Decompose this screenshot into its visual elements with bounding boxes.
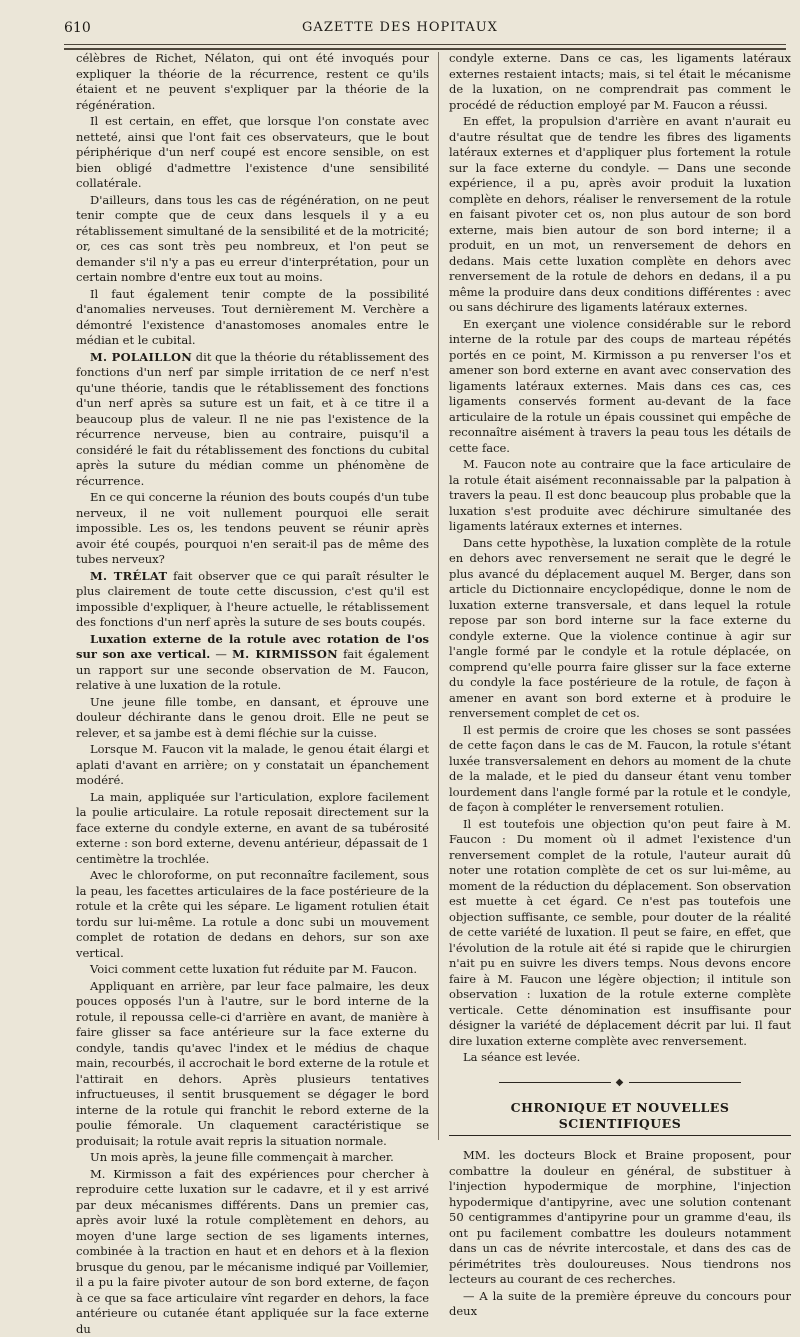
paragraph-text: fait observer que ce qui paraît résulter le plus clairement de toute cette discussion, c'est qu'il est impossible d'expliquer, à l'heure actuelle, le rétablissement des fonctions d'un nerf après la suture de ses bouts coupés. xyxy=(76,569,429,630)
subsection-heading: Luxation externe de la rotule avec rotation de l'os sur son axe vertical. xyxy=(76,632,429,662)
paragraph: condyle externe. Dans ce cas, les ligaments latéraux externes restaient intacts; mais, si tel était le mécanisme de la luxation, on ne comprendrait pas comment le procédé de réduction employé par M. Faucon a réussi. xyxy=(449,51,791,113)
paragraph xyxy=(76,632,429,694)
paragraph: Un mois après, la jeune fille commençait à marcher. xyxy=(76,1150,429,1166)
paragraph: En effet, la propulsion d'arrière en avant n'aurait eu d'autre résultat que de tendre les fibres des ligaments latéraux externes et d'appliquer plus fortement la rotule sur la face externe du condyle. — Dans une seconde expérience, il a pu, après avoir produit la luxation complète en dehors, réaliser le renversement de la rotule en faisant pivoter cet os, non plus autour de son bord externe, mais bien autour de son bord interne; il a produit, en un mot, un renversement de dehors en dedans. Mais cette luxation complète en dehors avec renversement de la rotule de dehors en dedans, il a pu même la produire dans deux conditions différentes : avec ou sans déchirure des ligaments latéraux externes. xyxy=(449,114,791,316)
paragraph: MM. les docteurs Block et Braine proposent, pour combattre la douleur en général, de substituer à l'injection hypodermique de morphine, l'injection hypodermique d'antipyrine, avec une solution contenant 50 centigrammes d'antipyrine pour un gramme d'eau, ils ont pu facilement combattre les douleurs notamment dans un cas de névrite intercostale, et dans des cas de périmétrites très douloureuses. Nous tiendrons nos lecteurs au courant de ces recherches. xyxy=(449,1148,791,1288)
paragraph: Il est toutefois une objection qu'on peut faire à M. Faucon : Du moment où il admet l'existence d'un renversement complet de la rotule, l'auteur aurait dû noter une rotation complète de cet os sur lui-même, au moment de la réduction du déplacement. Son observation est muette à cet égard. Ce n'est pas toutefois une objection suffisante, ce semble, pour douter de la réalité de cette variété de luxation. Il peut se faire, en effet, que l'évolution de la rotule ait été si rapide que le chirurgien n'ait pu en suivre les divers temps. Nous devons encore faire à M. Faucon une légère objection; il intitule son observation : luxation de la rotule externe complète verticale. Cette dénomination est insuffisante pour désigner la variété de déplacement décrit par lui. Il faut dire luxation externe complète avec renversement. xyxy=(449,817,791,1050)
column-divider xyxy=(438,52,439,1140)
speaker-name: M. KIRMISSON xyxy=(232,647,338,661)
paragraph: — A la suite de la première épreuve du concours pour deux xyxy=(449,1289,791,1320)
section-ornament: ◆ xyxy=(449,1075,791,1091)
dash: — xyxy=(210,647,232,661)
paragraph-text: dit que la théorie du rétablissement des fonctions d'un nerf par simple irritation de ce nerf n'est qu'une théorie, tandis que le rétablissement des fonctions d'un nerf après sa suture est un fait, et à ce titre il a beaucoup plus de valeur. Il ne nie pas l'existence de la récurrence nerveuse, bien au contraire, puisqu'il a considéré le fait du rétablissement des fonctions du cubital après la suture du médian comme un phénomène de récurrence. xyxy=(76,350,429,488)
page-number: 610 xyxy=(64,20,91,36)
paragraph: célèbres de Richet, Nélaton, qui ont été invoqués pour expliquer la théorie de la récurrence, restent ce qu'ils étaient et ne peuvent s'expliquer par la théorie de la régénération. xyxy=(76,51,429,113)
paragraph: Lorsque M. Faucon vit la malade, le genou était élargi et aplati d'avant en arrière; on y constatait un épanchement modéré. xyxy=(76,742,429,789)
paragraph: Voici comment cette luxation fut réduite par M. Faucon. xyxy=(76,962,429,978)
paragraph: Il faut également tenir compte de la possibilité d'anomalies nerveuses. Tout dernièrement M. Verchère a démontré l'existence d'anastomoses anomales entre le médian et le cubital. xyxy=(76,287,429,349)
paragraph: La main, appliquée sur l'articulation, explore facilement la poulie articulaire. La rotule reposait directement sur la face externe du condyle externe, en avant de sa tubérosité externe : son bord externe, devenu antérieur, dépassait de 1 centimètre la trochlée. xyxy=(76,790,429,868)
paragraph: En ce qui concerne la réunion des bouts coupés d'un tube nerveux, il ne voit nullement pourquoi elle serait impossible. Les os, les tendons peuvent se réunir après avoir été coupés, pourquoi n'en serait-il pas de même des tubes nerveux? xyxy=(76,490,429,568)
paragraph: Dans cette hypothèse, la luxation complète de la rotule en dehors avec renversement ne serait que le degré le plus avancé du déplacement auquel M. Berger, dans son article du Dictionnaire encyclopédique, donne le nom de luxation externe transversale, et dans lequel la rotule repose par son bord interne sur la face externe du condyle externe. Que la violence continue à agir sur l'angle formé par le condyle et la rotule déplacée, on comprend qu'elle pourra faire glisser sur la face externe du condyle la face postérieure de la rotule, de façon à amener en avant son bord externe et à produire le renversement complet de cet os. xyxy=(449,536,791,722)
paragraph: D'ailleurs, dans tous les cas de régénération, on ne peut tenir compte que de ceux dans lesquels il y a eu rétablissement simultané de la sensibilité et de la motricité; or, ces cas sont très peu nombreux, et l'on peut se demander s'il n'y a pas eu erreur d'interprétation, pour un certain nombre d'entre eux tout au moins. xyxy=(76,193,429,286)
section-title: CHRONIQUE ET NOUVELLES SCIENTIFIQUES xyxy=(449,1100,791,1136)
right-column xyxy=(449,51,791,1141)
paragraph: M. Faucon note au contraire que la face articulaire de la rotule était aisément reconnaissable par la palpation à travers la peau. Il est donc beaucoup plus probable que la luxation s'est produite avec déchirure simultanée des ligaments latéraux externes et internes. xyxy=(449,457,791,535)
paragraph-text: fait également un rapport sur une seconde observation de M. Faucon, relative à une luxation de la rotule. xyxy=(76,647,429,692)
paragraph: Une jeune fille tombe, en dansant, et éprouve une douleur déchirante dans le genou droit. Elle ne peut se relever, et sa jambe est à demi fléchie sur la cuisse. xyxy=(76,695,429,742)
speaker-name: M. TRÉLAT xyxy=(90,569,167,583)
paragraph: Il est permis de croire que les choses se sont passées de cette façon dans le cas de M. Faucon, la rotule s'étant luxée transversalement en dehors au moment de la chute de la malade, et le pied du danseur étant venu tomber lourdement dans l'angle formé par la rotule et le condyle, de façon à compléter le renversement rotulien. xyxy=(449,723,791,816)
paragraph: Appliquant en arrière, par leur face palmaire, les deux pouces opposés l'un à l'autre, sur le bord interne de la rotule, il repoussa celle-ci d'arrière en avant, de manière à faire glisser sa face antérieure sur la face externe du condyle, tandis qu'avec l'index et le médius de chaque main, recourbés, il accrochait le bord externe de la rotule et l'attirait en dehors. Après plusieurs tentatives infructueuses, il sentit brusquement se dégager le bord interne de la rotule qui franchit le rebord externe de la poulie fémorale. Un claquement caractéristique se produisait; la rotule avait repris la situation normale. xyxy=(76,979,429,1150)
header-rule xyxy=(64,44,786,45)
paragraph: En exerçant une violence considérable sur le rebord interne de la rotule par des coups de marteau répétés portés en ce point, M. Kirmisson a pu renverser l'os et amener son bord externe en avant avec conservation des ligaments latéraux externes. Mais dans ces cas, ces ligaments conservés forment au-devant de la face articulaire de la rotule un épais coussinet qui empêche de reconnaître aisément à travers la peau tous les détails de cette face. xyxy=(449,317,791,457)
paragraph: Avec le chloroforme, on put reconnaître facilement, sous la peau, les facettes articulaires de la face postérieure de la rotule et la crête qui les sépare. Le ligament rotulien était tordu sur lui-même. La rotule a donc subi un mouvement complet de rotation de dedans en dehors, sur son axe vertical. xyxy=(76,868,429,961)
running-title: GAZETTE DES HOPITAUX xyxy=(0,20,800,35)
paragraph: M. Kirmisson a fait des expériences pour chercher à reproduire cette luxation sur le cadavre, et il y est arrivé par deux mécanismes différents. Dans un premier cas, après avoir luxé la rotule complètement en dehors, au moyen d'une large section de ses ligaments internes, combinée à la traction en haut et en dehors et à la flexion brusque du genou, par le mécanisme indiqué par Voillemier, il a pu la faire pivoter autour de son bord externe, de façon à ce que sa face articulaire vînt regarder en dehors, la face antérieure ou cutanée étant appliquée sur la face externe du xyxy=(76,1167,429,1337)
paragraph: Il est certain, en effet, que lorsque l'on constate avec netteté, ainsi que l'ont fait ces observateurs, que le bout périphérique d'un nerf coupé est encore sensible, on est bien obligé d'admettre l'existence d'une sensibilité collatérale. xyxy=(76,114,429,192)
paragraph xyxy=(76,569,429,631)
header-rule-thick xyxy=(64,48,786,50)
speaker-name: M. POLAILLON xyxy=(90,350,192,364)
left-column xyxy=(76,51,429,1141)
paragraph xyxy=(76,350,429,490)
paragraph: La séance est levée. xyxy=(449,1050,791,1066)
